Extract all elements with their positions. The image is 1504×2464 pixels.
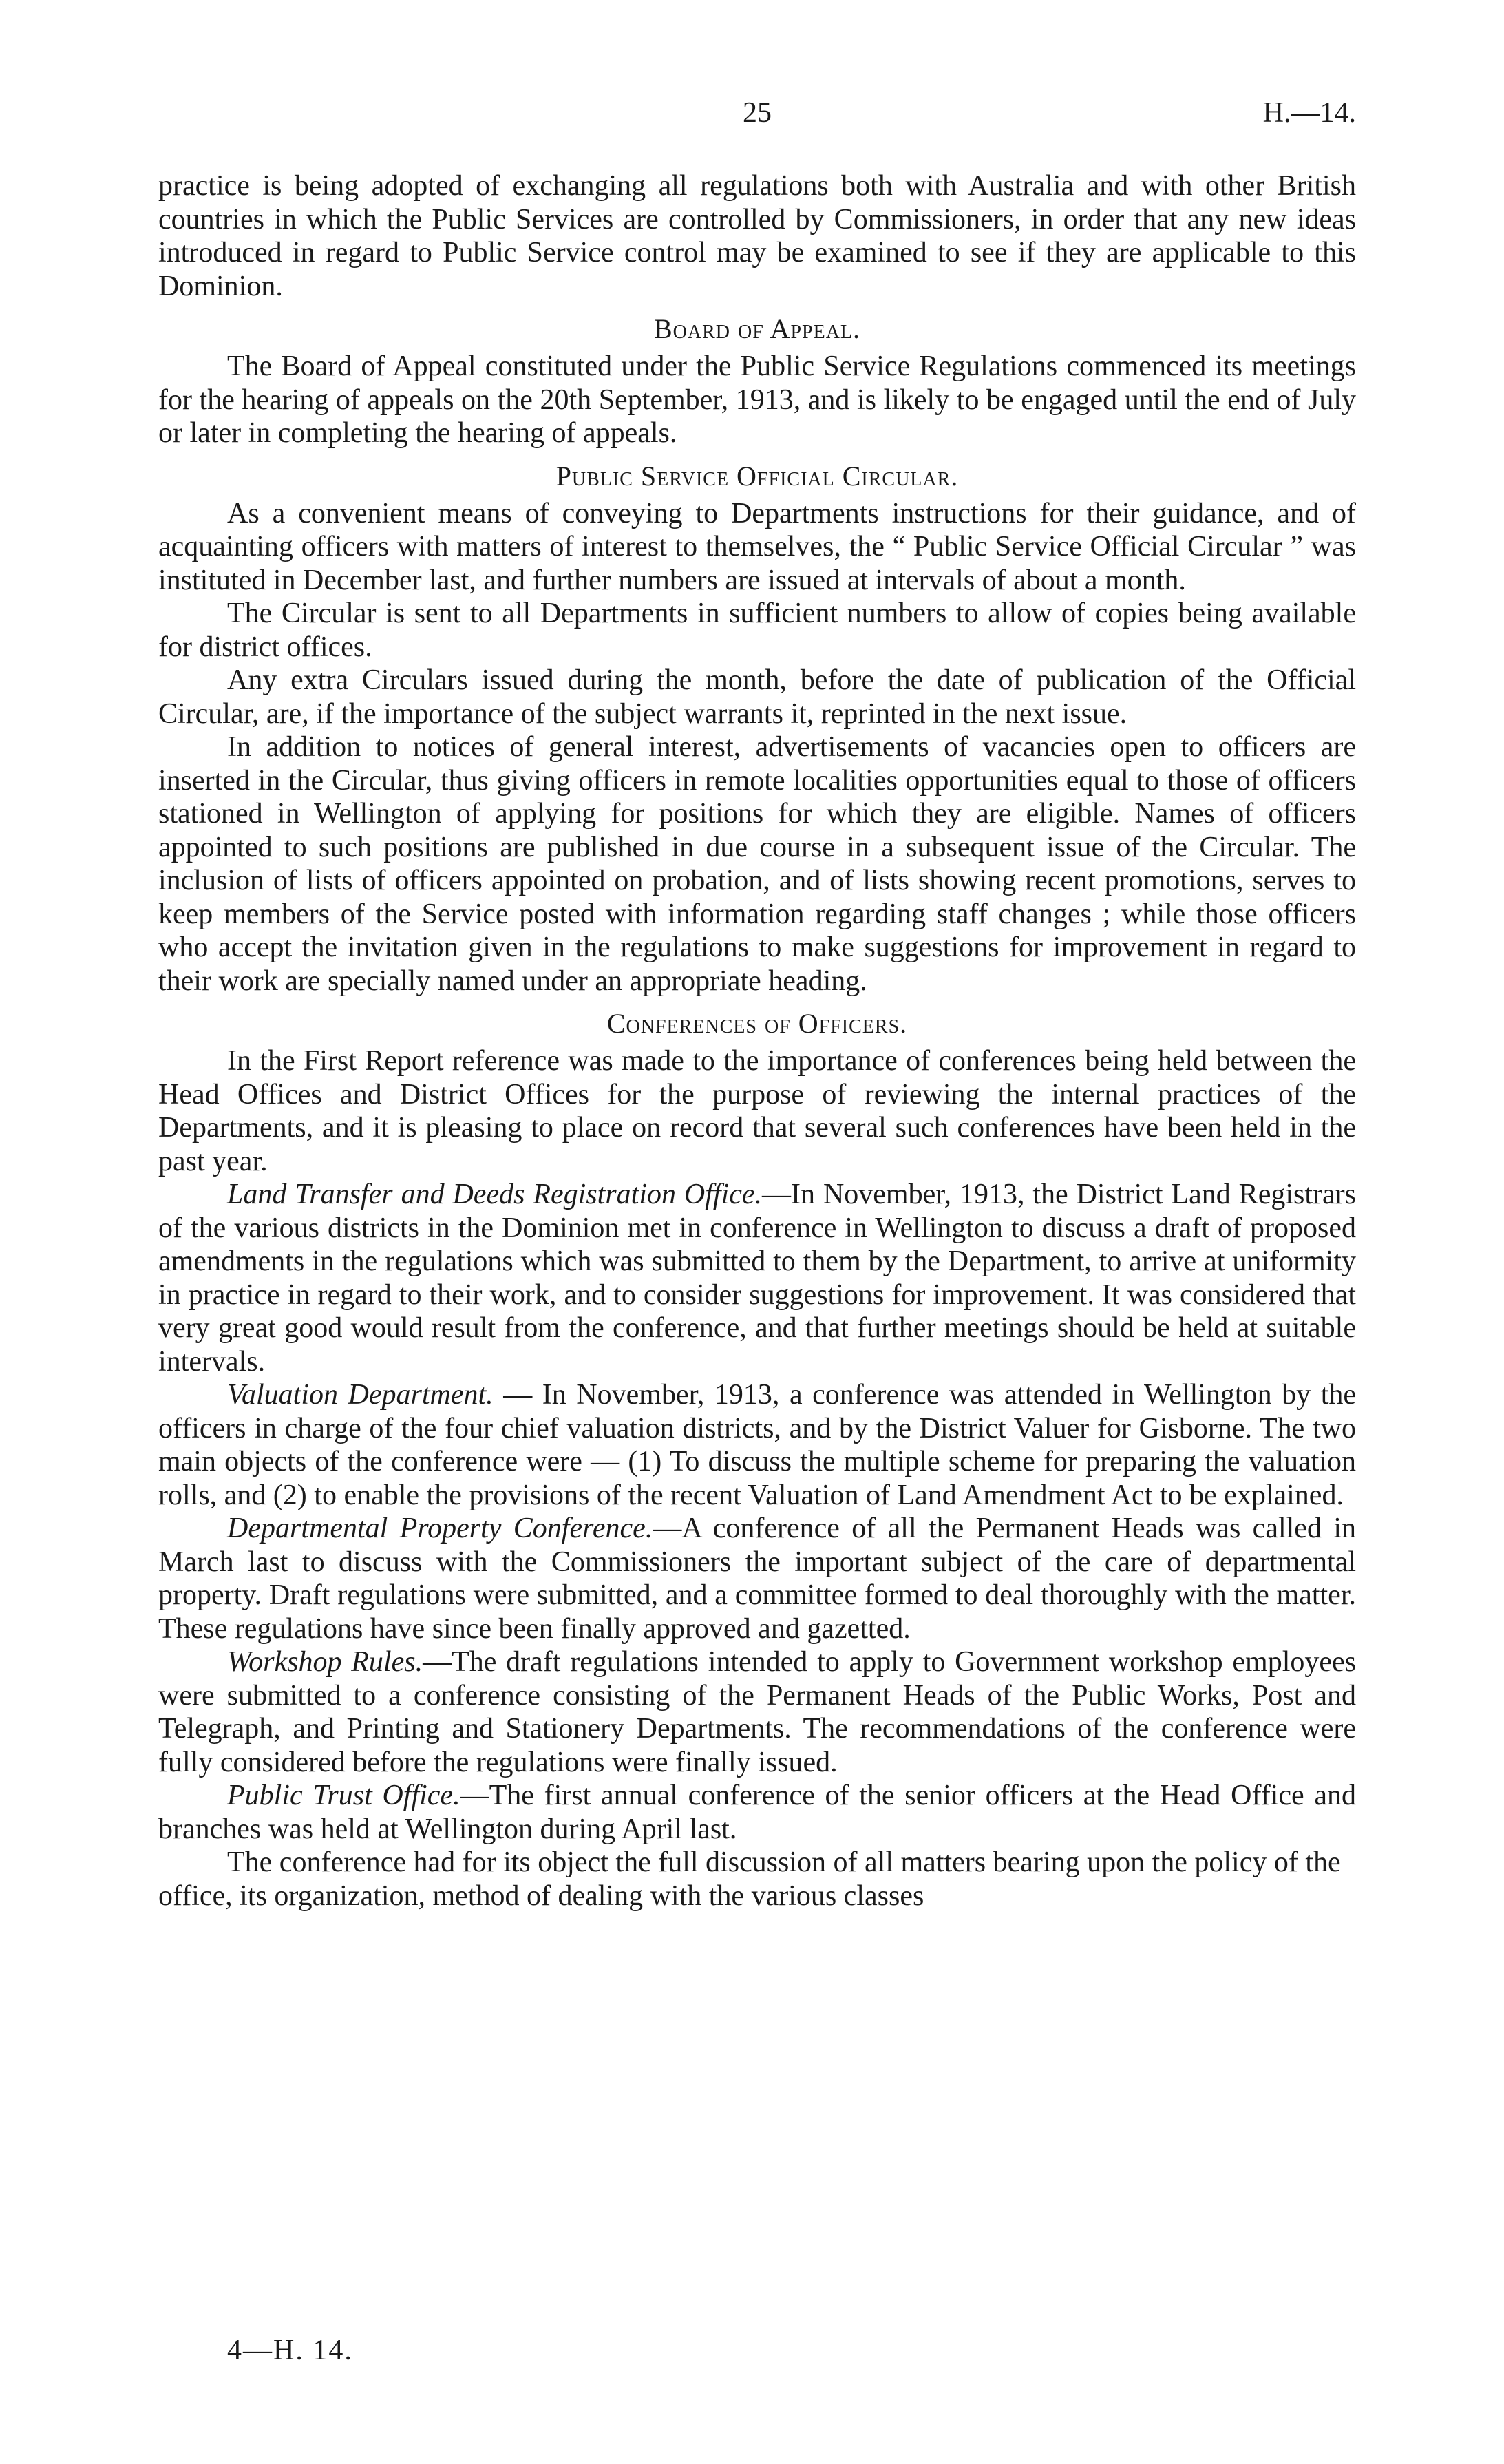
property-conference-text: —A conference of all the Permanent Heads was called in March last to discuss with the Commissioners the important subject of the care of departmental property. Draft regulations were submitted, and a committee formed to deal thoroughly with the matter. These regulations have since been finally approved and gazetted.	[158, 1513, 1356, 1645]
public-trust-title: Public Trust Office.	[227, 1780, 460, 1811]
conferences-last-paragraph: The conference had for its object the full discussion of all matters bearing upon the policy of the office, its organization, method of dealing with the various classes	[158, 1846, 1341, 1912]
public-trust-paragraph	[158, 1779, 1356, 1846]
valuation-title: Valuation Department.	[227, 1379, 494, 1411]
property-conference-title: Departmental Property Conference.	[227, 1513, 653, 1544]
intro-paragraph: practice is being adopted of exchanging all regulations both with Australia and with other British countries in which the Public Services are controlled by Commissioners, in order that any new ideas introduced in regard to Public Service control may be examined to see if they are applicable to this Dominion.	[158, 170, 1356, 302]
circular-paragraph-3: Any extra Circulars issued during the month, before the date of publication of the Official Circular, are, if the importance of the subject warrants it, reprinted in the next issue.	[158, 664, 1356, 730]
section-heading-official-circular: Public Service Official Circular.	[555, 460, 959, 492]
circular-paragraph-2: The Circular is sent to all Departments in sufficient numbers to allow of copies being available for district offices.	[158, 598, 1356, 663]
board-of-appeal-paragraph: The Board of Appeal constituted under the Public Service Regulations commenced its meetings for the hearing of appeals on the 20th September, 1913, and is likely to be engaged until the end of July or later in completing the hearing of appeals.	[158, 350, 1356, 449]
signature-mark: 4—H. 14.	[227, 2335, 353, 2366]
conferences-paragraph-1: In the First Report reference was made to the importance of conferences being held between the Head Offices and District Offices for the purpose of reviewing the internal practices of the Departments, and it is pleasing to place on record that several such conferences have been held in the past year.	[158, 1045, 1356, 1177]
page-number: 25	[743, 97, 772, 129]
workshop-rules-title: Workshop Rules.	[227, 1646, 423, 1678]
circular-paragraph-1: As a convenient means of conveying to Departments instructions for their guidance, and of acquainting officers with matters of interest to themselves, the “ Public Service Official Circular ” was instituted in December last, and further numbers are issued at intervals of about a month.	[158, 497, 1356, 596]
land-transfer-paragraph	[158, 1178, 1356, 1378]
document-reference: H.—14.	[1262, 97, 1356, 129]
land-transfer-text: —In November, 1913, the District Land Registrars of the various districts in the Dominion met in conference in Wellington to discuss a draft of proposed amendments in the regulations which was submitted to them by the Department, to arrive at uniformity in practice in regard to their work, and to consider suggestions for improvement. It was considered that very great good would result from the conference, and that further meetings should be held at suitable intervals.	[158, 1179, 1356, 1378]
property-conference-paragraph	[158, 1512, 1356, 1645]
valuation-text: — In November, 1913, a conference was attended in Wellington by the officers in charge of the four chief valuation districts, and by the District Valuer for Gisborne. The two main objects of the conference were — (1) To discuss the multiple scheme for preparing the valuation rolls, and (2) to enable the provisions of the recent Valuation of Land Amendment Act to be explained.	[158, 1379, 1356, 1511]
valuation-paragraph	[158, 1378, 1356, 1512]
land-transfer-title: Land Transfer and Deeds Registration Office.	[227, 1179, 763, 1210]
section-heading-conferences: Conferences of Officers.	[606, 1008, 908, 1039]
public-trust-text: —The first annual conference of the senior officers at the Head Office and branches was held at Wellington during April last.	[158, 1780, 1356, 1845]
circular-paragraph-4: In addition to notices of general interest, advertisements of vacancies open to officers are inserted in the Circular, thus giving officers in remote localities opportunities equal to those of officers stationed in Wellington of applying for positions for which they are eligible. Names of officers appointed to such positions are published in due course in a subsequent issue of the Circular. The inclusion of lists of officers appointed on probation, and of lists showing recent promotions, serves to keep members of the Service posted with information regarding staff changes ; while those officers who accept the invitation given in the regulations to make suggestions for improvement in regard to their work are specially named under an appropriate heading.	[158, 731, 1356, 997]
body-text	[158, 169, 1356, 1913]
section-heading-board-of-appeal: Board of Appeal.	[653, 313, 861, 344]
workshop-rules-text: —The draft regulations intended to apply to Government workshop employees were submitted to a conference consisting of the Permanent Heads of the Public Works, Post and Telegraph, and Printing and Stationery Departments. The recommendations of the conference were fully considered before the regulations were finally issued.	[158, 1646, 1356, 1778]
page-header	[158, 96, 1356, 138]
workshop-rules-paragraph	[158, 1645, 1356, 1779]
